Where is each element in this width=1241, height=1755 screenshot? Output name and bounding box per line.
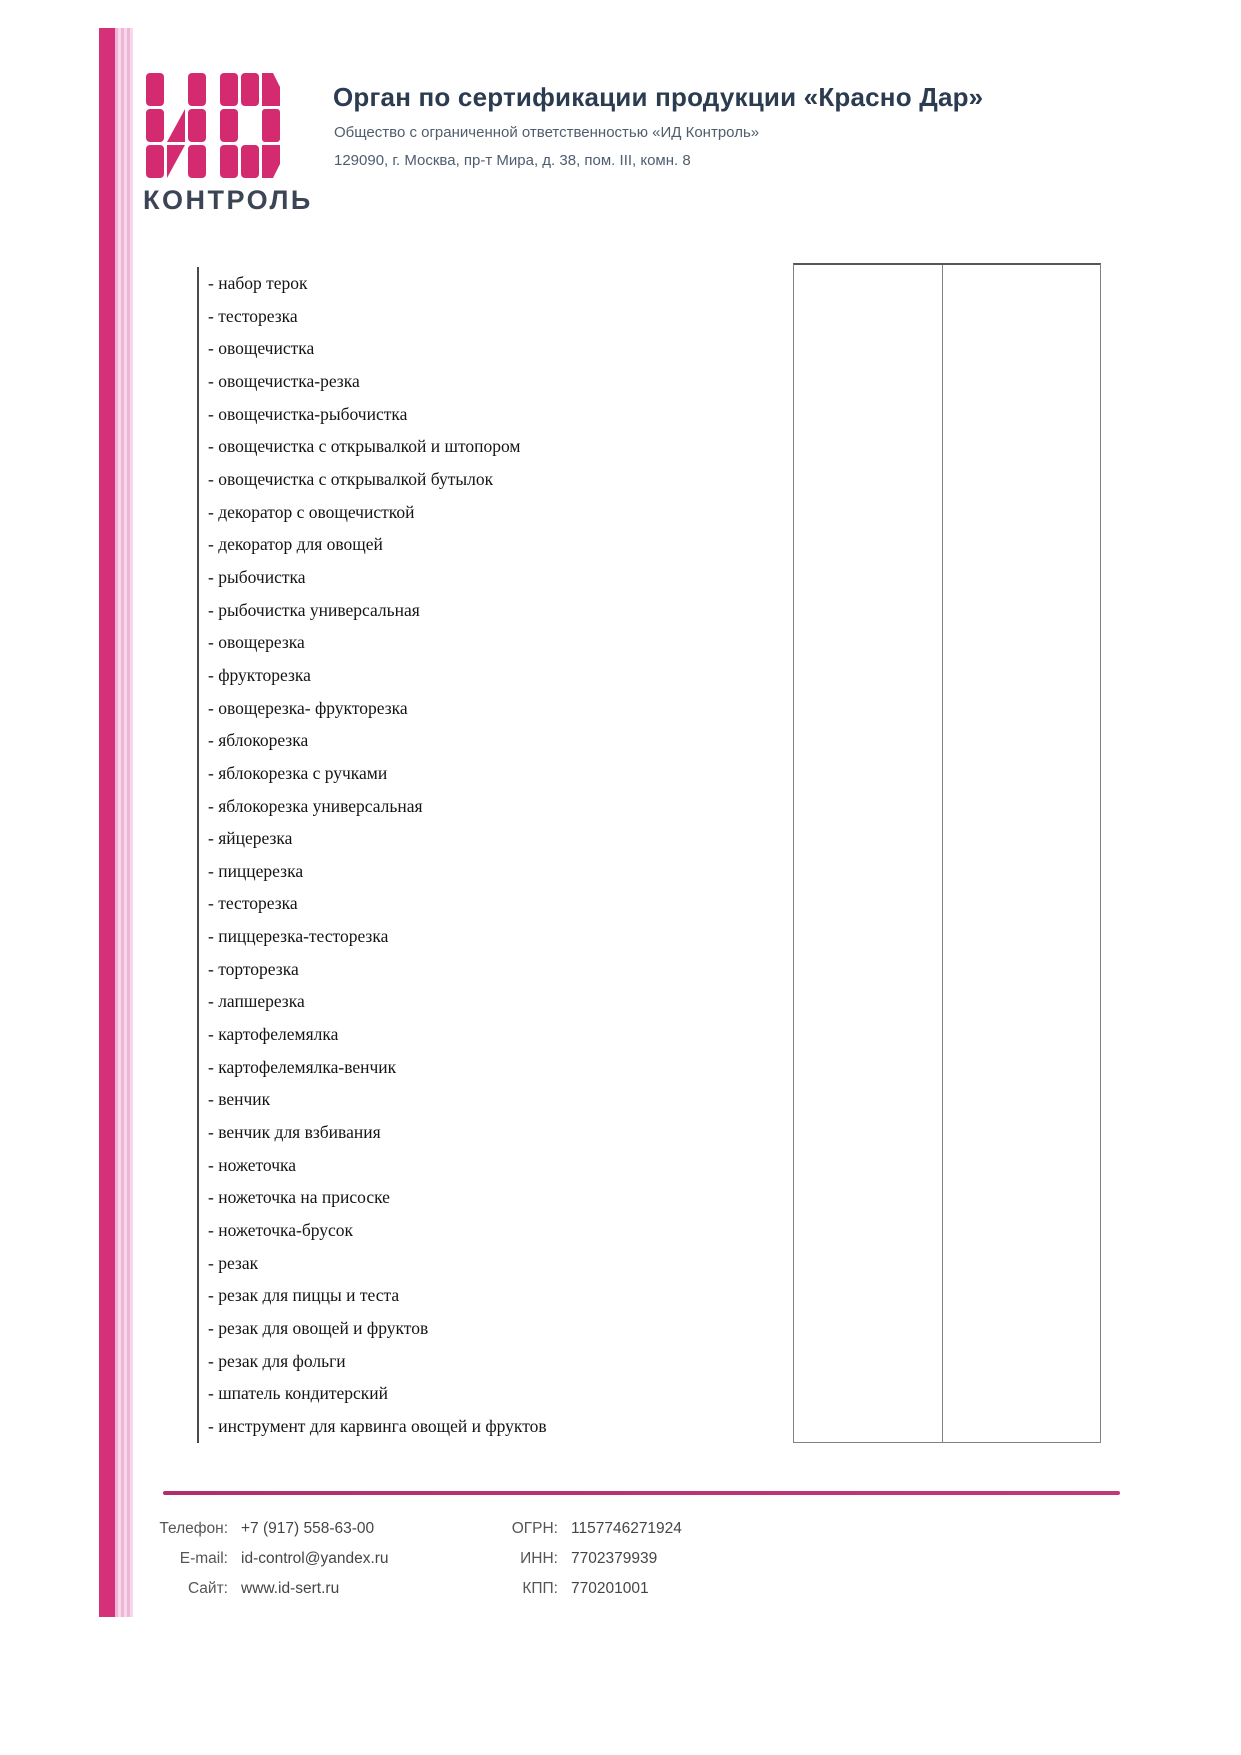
list-item: - шпатель кондитерский xyxy=(208,1377,768,1410)
list-item: - яблокорезка с ручками xyxy=(208,757,768,790)
table-column-divider xyxy=(942,265,943,1442)
company-address: 129090, г. Москва, пр-т Мира, д. 38, пом. III, комн. 8 xyxy=(334,152,691,169)
product-list xyxy=(197,267,768,1443)
left-accent-stripe xyxy=(99,28,133,1617)
list-item: - рыбочистка xyxy=(208,561,768,594)
footer-divider-rule xyxy=(163,1491,1120,1495)
footer-contacts xyxy=(148,1514,389,1604)
list-item: - овощерезка- фрукторезка xyxy=(208,692,768,725)
list-item: - пиццерезка xyxy=(208,855,768,888)
footer-registration xyxy=(420,1514,682,1604)
list-item: - овощерезка xyxy=(208,626,768,659)
id-kontrol-logo-icon xyxy=(146,73,306,180)
annex-table xyxy=(793,263,1101,1443)
phone-value: +7 (917) 558-63-00 xyxy=(241,1520,375,1537)
list-item: - картофелемялка xyxy=(208,1018,768,1051)
list-item: - набор терок xyxy=(208,267,768,300)
list-item: - тесторезка xyxy=(208,300,768,333)
list-item: - овощечистка xyxy=(208,332,768,365)
list-item: - пиццерезка-тесторезка xyxy=(208,920,768,953)
contact-row xyxy=(148,1544,389,1574)
list-item: - картофелемялка-венчик xyxy=(208,1051,768,1084)
list-item: - яблокорезка универсальная xyxy=(208,790,768,823)
list-item: - ножеточка xyxy=(208,1149,768,1182)
list-item: - овощечистка-рыбочистка xyxy=(208,398,768,431)
registration-row xyxy=(420,1544,682,1574)
list-item: - резак для фольги xyxy=(208,1345,768,1378)
stripe-dark-band xyxy=(99,28,115,1617)
phone-label: Телефон: xyxy=(159,1520,228,1537)
inn-value: 7702379939 xyxy=(571,1550,658,1567)
site-value: www.id-sert.ru xyxy=(241,1580,340,1597)
inn-label: ИНН: xyxy=(520,1550,558,1567)
ogrn-label: ОГРН: xyxy=(511,1520,558,1537)
list-item: - фрукторезка xyxy=(208,659,768,692)
list-item: - инструмент для карвинга овощей и фруктов xyxy=(208,1410,768,1443)
page-title: Орган по сертификации продукции «Красно Дар» xyxy=(333,82,984,112)
contact-row xyxy=(148,1574,389,1604)
list-item: - резак для пиццы и теста xyxy=(208,1279,768,1312)
kpp-value: 770201001 xyxy=(571,1580,649,1597)
list-item: - овощечистка с открывалкой и штопором xyxy=(208,430,768,463)
list-item: - лапшерезка xyxy=(208,985,768,1018)
ogrn-value: 1157746271924 xyxy=(571,1520,682,1537)
site-label: Сайт: xyxy=(187,1580,228,1597)
list-item: - декоратор для овощей xyxy=(208,528,768,561)
company-name: Общество с ограниченной ответственностью «ИД Контроль» xyxy=(334,124,760,141)
email-label: E-mail: xyxy=(179,1550,228,1567)
registration-row xyxy=(420,1514,682,1544)
email-value: id-control@yandex.ru xyxy=(241,1550,389,1567)
list-item: - рыбочистка универсальная xyxy=(208,594,768,627)
list-item: - тесторезка xyxy=(208,887,768,920)
list-item: - резак xyxy=(208,1247,768,1280)
list-item: - овощечистка-резка xyxy=(208,365,768,398)
list-item: - овощечистка с открывалкой бутылок xyxy=(208,463,768,496)
contact-row xyxy=(148,1514,389,1544)
list-item: - венчик xyxy=(208,1083,768,1116)
list-item: - яблокорезка xyxy=(208,724,768,757)
list-item: - резак для овощей и фруктов xyxy=(208,1312,768,1345)
logo-wordmark: КОНТРОЛЬ xyxy=(143,185,313,215)
list-item: - венчик для взбивания xyxy=(208,1116,768,1149)
list-item: - ножеточка на присоске xyxy=(208,1181,768,1214)
list-item: - яйцерезка xyxy=(208,822,768,855)
registration-row xyxy=(420,1574,682,1604)
list-item: - торторезка xyxy=(208,953,768,986)
list-item: - ножеточка-брусок xyxy=(208,1214,768,1247)
kpp-label: КПП: xyxy=(522,1580,558,1597)
stripe-light-band xyxy=(115,28,133,1617)
list-item: - декоратор с овощечисткой xyxy=(208,496,768,529)
